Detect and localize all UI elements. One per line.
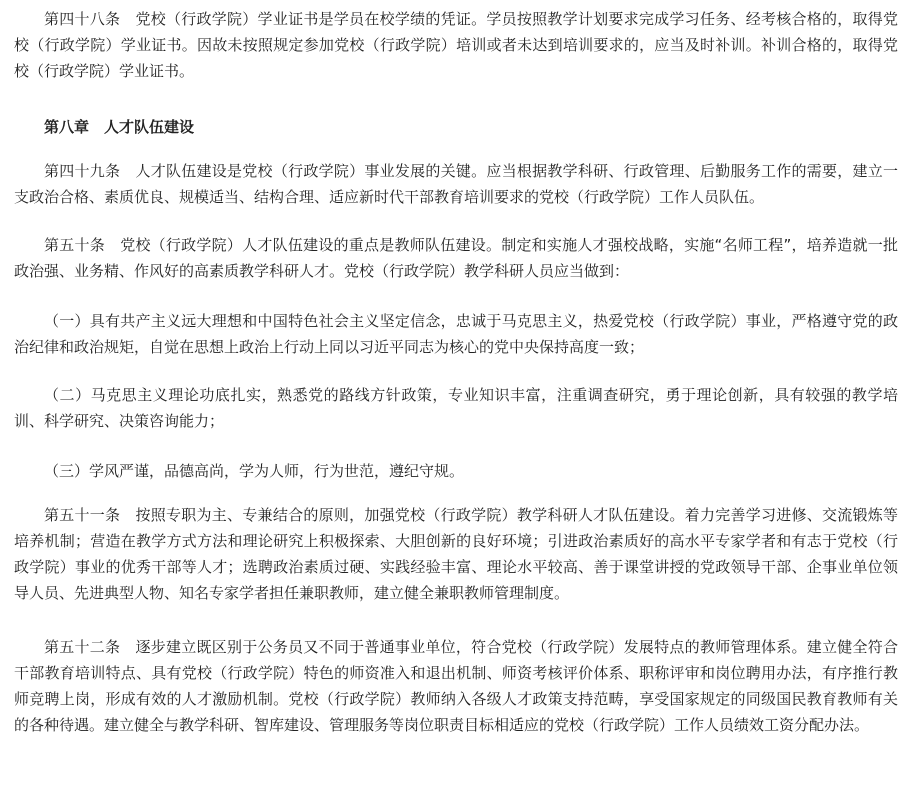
article-49-paragraph: 第四十九条 人才队伍建设是党校（行政学院）事业发展的关键。应当根据教学科研、行政管理、后勤服务工作的需要，建立一支政治合格、素质优良、规模适当、结构合理、适应新时代干部教育培训要求的党校（行政学院）工作人员队伍。	[14, 162, 898, 206]
article-50-paragraph: 第五十条 党校（行政学院）人才队伍建设的重点是教师队伍建设。制定和实施人才强校战略，实施“名师工程”，培养造就一批政治强、业务精、作风好的高素质教学科研人才。党校（行政学院）教学科研人员应当做到：	[14, 236, 898, 280]
article-50-item-1: （一）具有共产主义远大理想和中国特色社会主义坚定信念，忠诚于马克思主义，热爱党校（行政学院）事业，严格遵守党的政治纪律和政治规矩，自觉在思想上政治上行动上同以习近平同志为核心的党中央保持高度一致；	[14, 312, 898, 356]
article-50-item-3: （三）学风严谨，品德高尚，学为人师，行为世范，遵纪守规。	[44, 462, 465, 480]
article-51-paragraph: 第五十一条 按照专职为主、专兼结合的原则，加强党校（行政学院）教学科研人才队伍建设。着力完善学习进修、交流锻炼等培养机制；营造在教学方式方法和理论研究上积极探索、大胆创新的良好环境；引进政治素质好的高水平专家学者和有志于党校（行政学院）事业的优秀干部等人才；选聘政治素质过硬、实践经验丰富、理论水平较高、善于课堂讲授的党政领导干部、企事业单位领导人员、先进典型人物、知名专家学者担任兼职教师，建立健全兼职教师管理制度。	[14, 506, 898, 602]
article-52-paragraph: 第五十二条 逐步建立既区别于公务员又不同于普通事业单位，符合党校（行政学院）发展特点的教师管理体系。建立健全符合干部教育培训特点、具有党校（行政学院）特色的师资准入和退出机制、师资考核评价体系、职称评审和岗位聘用办法，有序推行教师竞聘上岗，形成有效的人才激励机制。党校（行政学院）教师纳入各级人才政策支持范畴，享受国家规定的同级国民教育教师有关的各种待遇。建立健全与教学科研、智库建设、管理服务等岗位职责目标相适应的党校（行政学院）工作人员绩效工资分配办法。	[14, 638, 898, 734]
article-48-paragraph: 第四十八条 党校（行政学院）学业证书是学员在校学绩的凭证。学员按照教学计划要求完成学习任务、经考核合格的，取得党校（行政学院）学业证书。因故未按照规定参加党校（行政学院）培训或者未达到培训要求的，应当及时补训。补训合格的，取得党校（行政学院）学业证书。	[14, 10, 898, 80]
chapter-8-heading: 第八章 人才队伍建设	[44, 118, 195, 136]
article-50-item-2: （二）马克思主义理论功底扎实，熟悉党的路线方针政策，专业知识丰富，注重调查研究，勇于理论创新，具有较强的教学培训、科学研究、决策咨询能力；	[14, 386, 898, 430]
